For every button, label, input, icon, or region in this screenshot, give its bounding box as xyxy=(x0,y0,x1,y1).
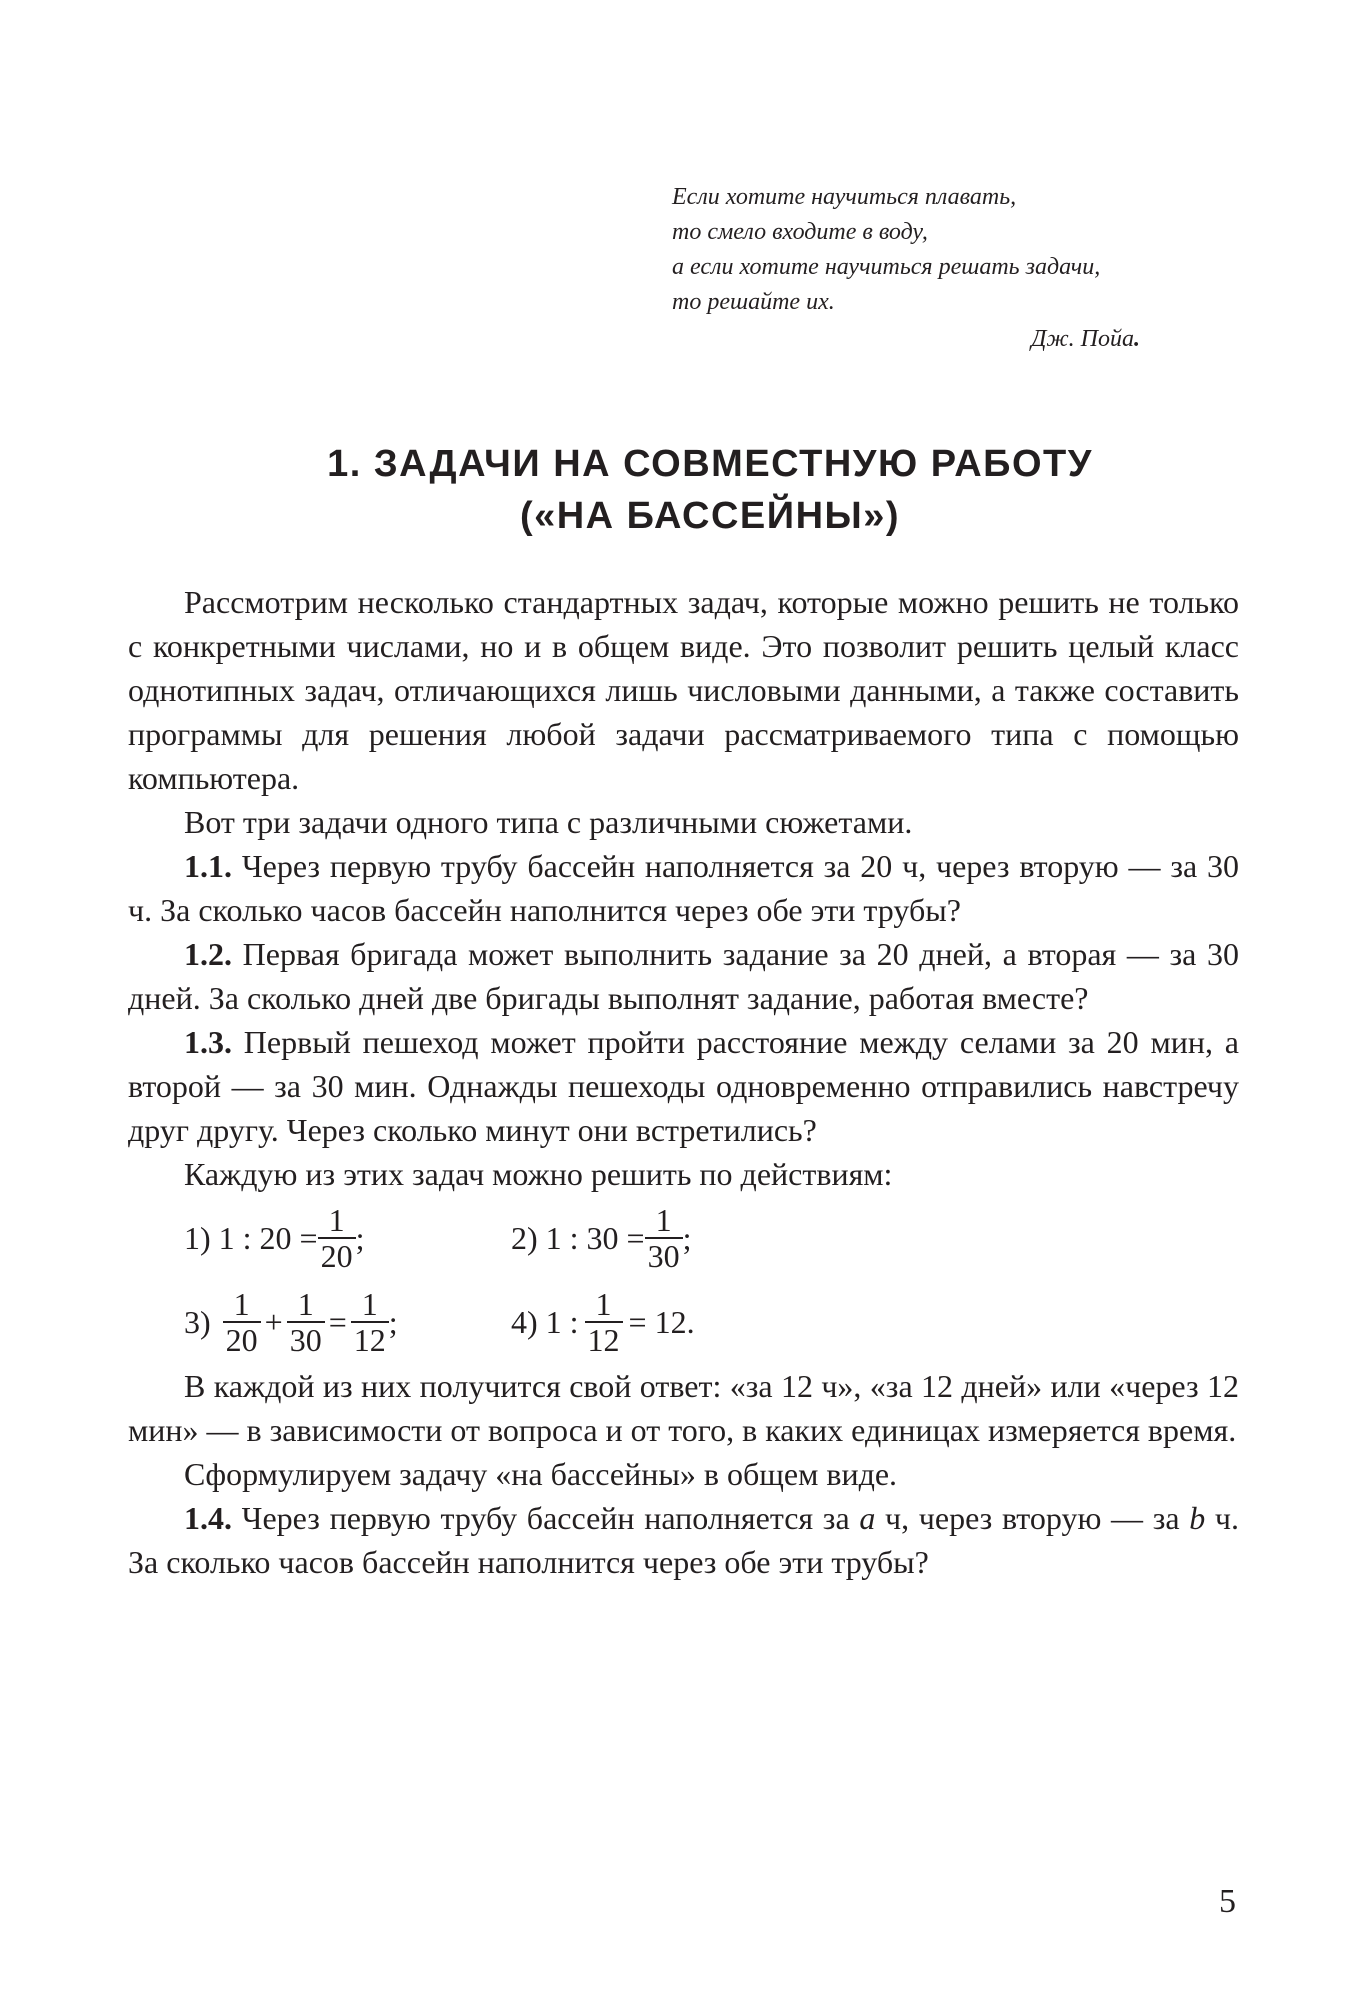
formula-label: 3) xyxy=(184,1304,211,1340)
problem-number: 1.1. xyxy=(184,848,232,884)
numerator: 1 xyxy=(233,1286,250,1322)
numerator: 1 xyxy=(328,1202,345,1238)
problem-text-part: ч, через вторую — за xyxy=(875,1500,1190,1536)
epigraph-line: Если хотите научиться плавать, xyxy=(672,184,1017,210)
problem-text: Через первую трубу бассейн наполняется за 20 ч, через вторую — за 30 ч. За сколько часов бассейн наполнится через обе эти трубы? xyxy=(128,848,1239,928)
formula-3 xyxy=(184,1280,398,1364)
formula-4 xyxy=(511,1280,695,1364)
denominator: 12 xyxy=(585,1321,623,1357)
formula-row-1 xyxy=(128,1196,1239,1280)
fraction xyxy=(287,1287,325,1357)
epigraph xyxy=(672,180,1232,357)
variable-a: a xyxy=(859,1500,876,1536)
problem-text: Первая бригада может выполнить задание за 20 дней, а вторая — за 30 дней. За сколько дней две бригады выполнят задание, работая вместе? xyxy=(128,936,1239,1016)
epigraph-author xyxy=(672,322,1232,357)
numerator: 1 xyxy=(595,1286,612,1322)
denominator: 12 xyxy=(351,1321,389,1357)
formula-label: 2) 1 : 30 = xyxy=(511,1220,645,1256)
epigraph-line: а если хотите научиться решать задачи, xyxy=(672,254,1101,280)
body-text xyxy=(128,580,1239,1584)
formula-end: = 12. xyxy=(628,1304,695,1340)
formula-end: ; xyxy=(355,1220,365,1256)
general-intro: Сформулируем задачу «на бассейны» в общем виде. xyxy=(184,1456,898,1492)
problem-1-1 xyxy=(128,844,1239,932)
problem-number: 1.2. xyxy=(184,936,232,972)
formula-1 xyxy=(184,1196,364,1280)
epigraph-author-name: Дж. Пойа xyxy=(1031,326,1134,352)
numerator: 1 xyxy=(655,1202,672,1238)
formula-2 xyxy=(511,1196,691,1280)
formula-end: ; xyxy=(682,1220,692,1256)
solve-intro: Каждую из этих задач можно решить по действиям: xyxy=(184,1156,893,1192)
fraction xyxy=(585,1287,623,1357)
denominator: 20 xyxy=(318,1237,356,1273)
problem-number: 1.4. xyxy=(184,1500,232,1536)
formula-label: 4) 1 : xyxy=(511,1304,579,1340)
problem-text-part: ч. За сколько часов бассейн наполнится через обе эти трубы? xyxy=(128,1500,1240,1580)
denominator: 30 xyxy=(287,1321,325,1357)
fraction xyxy=(318,1203,356,1273)
problem-number: 1.3. xyxy=(184,1024,232,1060)
intro-paragraph: Рассмотрим несколько стандартных задач, которые можно решить не только с конкретными числами, но и в общем виде. Это позволит решить целый класс однотипных задач, отличающихся лишь числовыми данными, а также составить программы для решения любой задачи рассматриваемого типа с помощью компьютера. xyxy=(128,584,1239,796)
variable-b: b xyxy=(1189,1500,1206,1536)
denominator: 30 xyxy=(645,1237,683,1273)
chapter-title xyxy=(180,438,1240,542)
numerator: 1 xyxy=(361,1286,378,1322)
three-tasks-paragraph: Вот три задачи одного типа с различными сюжетами. xyxy=(184,804,913,840)
formula-end: ; xyxy=(388,1304,398,1340)
fraction xyxy=(645,1203,683,1273)
equals-sign: = xyxy=(328,1304,347,1340)
epigraph-line: то решайте их. xyxy=(672,289,835,315)
plus-sign: + xyxy=(264,1304,283,1340)
chapter-title-line-1: 1. ЗАДАЧИ НА СОВМЕСТНУЮ РАБОТУ xyxy=(327,443,1093,485)
problem-1-2 xyxy=(128,932,1239,1020)
formula-row-2 xyxy=(128,1280,1239,1364)
answer-paragraph: В каждой из них получится свой ответ: «за 12 ч», «за 12 дней» или «через 12 мин» — в зависимости от вопроса и от того, в каких единицах измеряется время. xyxy=(128,1368,1239,1448)
epigraph-line: то смело входите в воду, xyxy=(672,219,928,245)
problem-1-4 xyxy=(128,1496,1239,1584)
numerator: 1 xyxy=(297,1286,314,1322)
fraction xyxy=(351,1287,389,1357)
page-number: 5 xyxy=(1219,1883,1236,1920)
denominator: 20 xyxy=(223,1321,261,1357)
problem-1-3 xyxy=(128,1020,1239,1152)
chapter-title-line-2: («НА БАССЕЙНЫ») xyxy=(519,495,901,537)
problem-text-part: Через первую трубу бассейн наполняется за xyxy=(232,1500,860,1536)
fraction xyxy=(223,1287,261,1357)
formula-label: 1) 1 : 20 = xyxy=(184,1220,318,1256)
problem-text: Первый пешеход может пройти расстояние между селами за 20 мин, а второй — за 30 мин. Однажды пешеходы одновременно отправились навстречу друг другу. Через сколько минут они встретились? xyxy=(128,1024,1239,1148)
epigraph-author-dot: . xyxy=(1134,326,1140,352)
